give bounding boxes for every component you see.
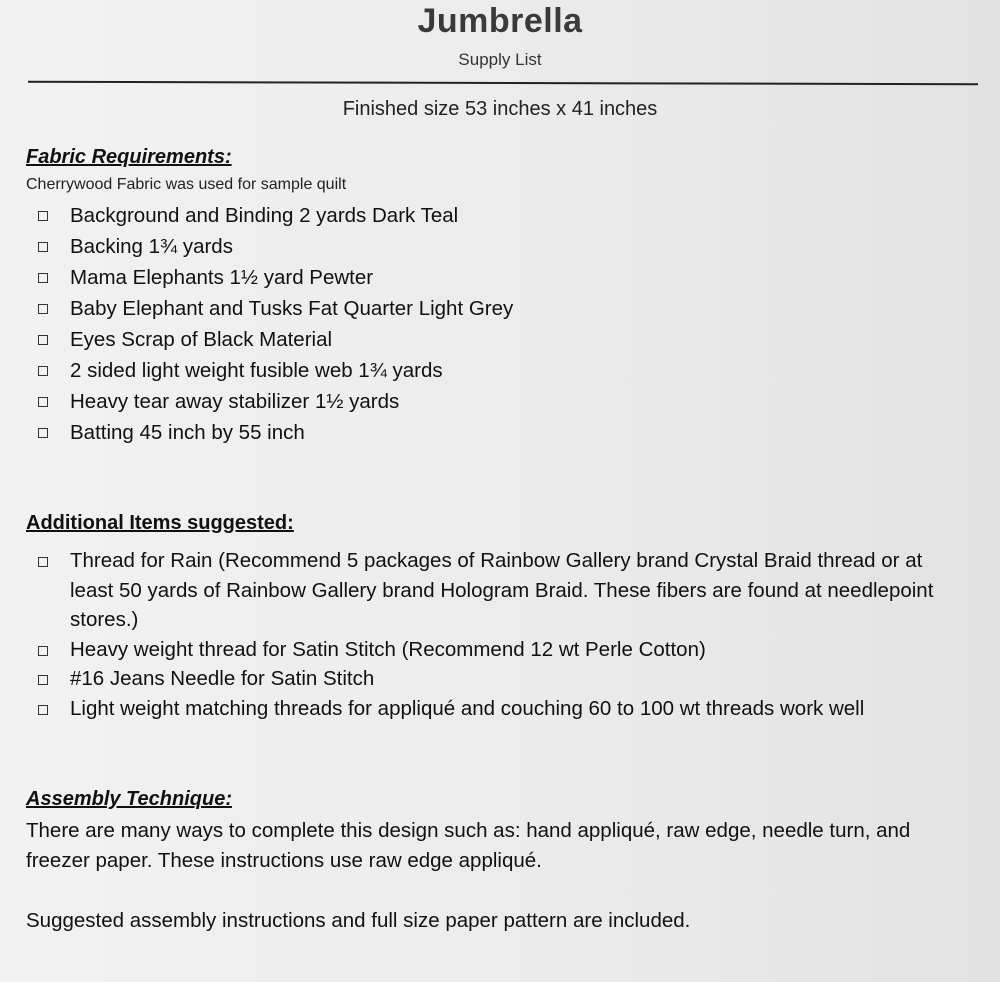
list-item-text: Thread for Rain (Recommend 5 packages of Rainbow Gallery brand Crystal Braid thread or at least 50 yards of Rainbow Gallery brand Hologram Braid. These fibers are found at needlepoint stores.) <box>70 549 934 631</box>
list-item <box>38 200 513 231</box>
list-item-text: Light weight matching threads for appliqué and couching 60 to 100 wt threads work well <box>70 696 865 720</box>
additional-items-list <box>38 546 950 723</box>
list-item-text: Batting 45 inch by 55 inch <box>70 421 305 444</box>
list-item <box>38 694 950 724</box>
list-item <box>38 231 513 262</box>
finished-size: Finished size 53 inches x 41 inches <box>342 98 658 120</box>
list-item-text: Heavy weight thread for Satin Stitch (Recommend 12 wt Perle Cotton) <box>70 637 706 661</box>
list-item-text: 2 sided light weight fusible web 1¾ yards <box>70 359 443 382</box>
list-item <box>38 546 950 635</box>
list-item <box>38 262 513 293</box>
list-item <box>38 386 513 417</box>
checkbox-icon <box>38 397 48 407</box>
checkbox-icon <box>38 646 48 656</box>
assembly-technique-heading: Assembly Technique: <box>26 788 232 810</box>
fabric-requirements-heading: Fabric Requirements: <box>26 146 232 168</box>
list-item-text: Backing 1¾ yards <box>70 235 233 258</box>
page-subtitle: Supply List <box>458 50 542 69</box>
checkbox-icon <box>38 366 48 376</box>
list-item <box>38 417 513 448</box>
checkbox-icon <box>38 675 48 685</box>
page-title: Jumbrella <box>417 2 583 40</box>
list-item-text: Baby Elephant and Tusks Fat Quarter Light Grey <box>70 297 514 320</box>
checkbox-icon <box>38 273 48 283</box>
list-item-text: Background and Binding 2 yards Dark Teal <box>70 204 459 227</box>
checkbox-icon <box>38 335 48 345</box>
assembly-paragraph: There are many ways to complete this design such as: hand appliqué, raw edge, needle turn, and freezer paper. These instructions use raw edge appliqué. <box>26 819 911 872</box>
list-item <box>38 293 513 324</box>
list-item-text: Eyes Scrap of Black Material <box>70 328 333 351</box>
list-item <box>38 355 513 386</box>
list-item-text: Heavy tear away stabilizer 1½ yards <box>70 390 400 413</box>
checkbox-icon <box>38 705 48 715</box>
fabric-note: Cherrywood Fabric was used for sample quilt <box>26 176 347 193</box>
list-item <box>38 664 950 694</box>
list-item <box>38 324 513 355</box>
list-item-text: Mama Elephants 1½ yard Pewter <box>70 266 374 289</box>
header-divider <box>28 81 978 85</box>
checkbox-icon <box>38 211 48 221</box>
checkbox-icon <box>38 242 48 252</box>
checkbox-icon <box>38 428 48 438</box>
assembly-note: Suggested assembly instructions and full size paper pattern are included. <box>26 909 691 932</box>
checkbox-icon <box>38 557 48 567</box>
list-item-text: #16 Jeans Needle for Satin Stitch <box>70 667 375 690</box>
additional-items-heading: Additional Items suggested: <box>26 512 294 534</box>
checkbox-icon <box>38 304 48 314</box>
list-item <box>38 635 950 665</box>
fabric-list <box>38 200 513 448</box>
